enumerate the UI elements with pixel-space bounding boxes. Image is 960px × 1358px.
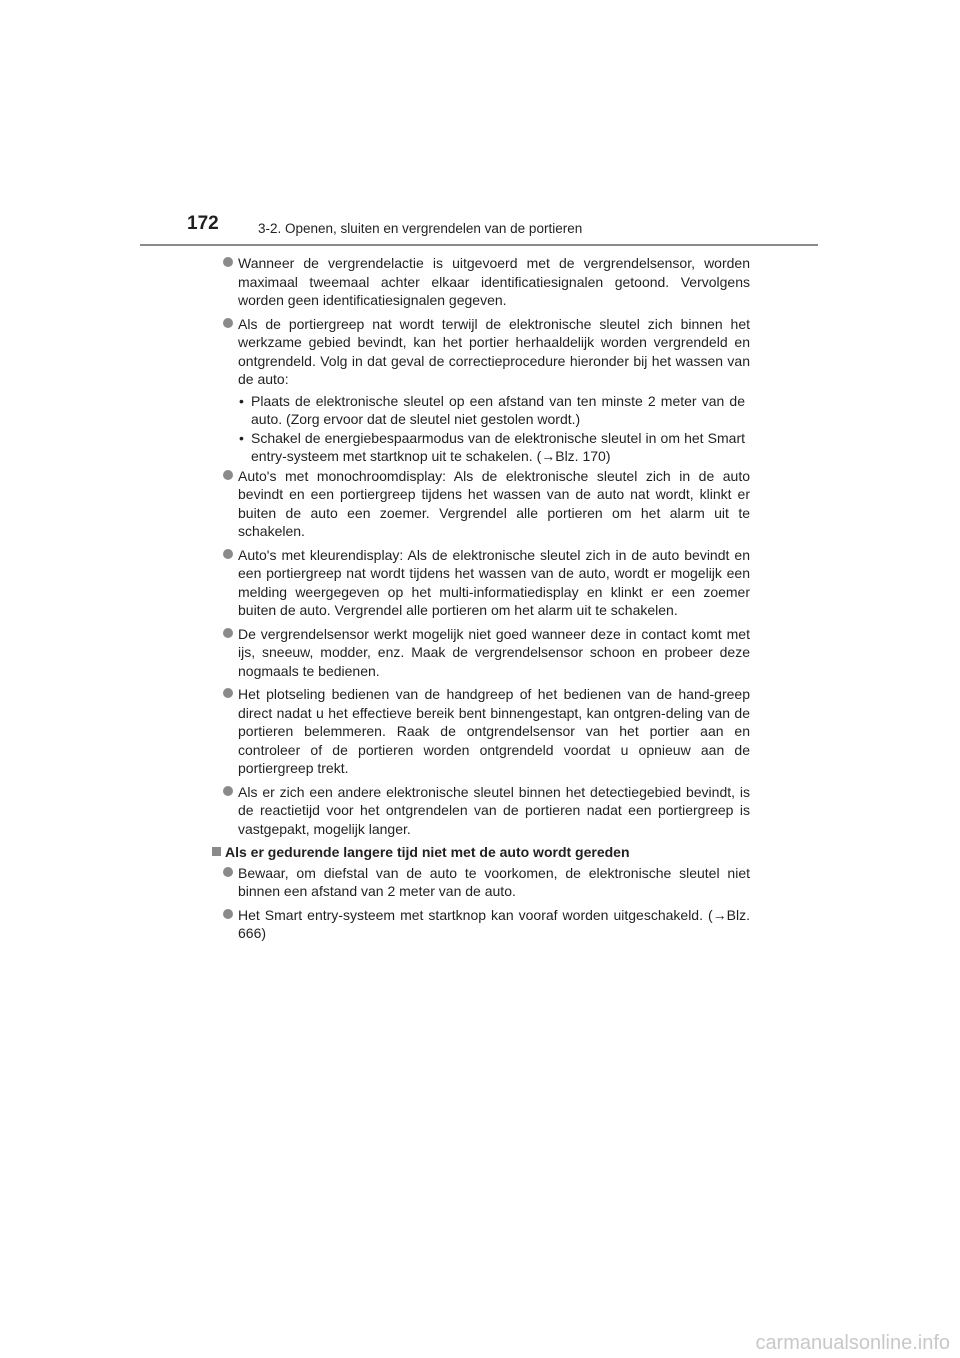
list-item-text: De vergrendelsensor werkt mogelijk niet goed wanneer deze in contact komt met ijs, sneeuw, modder, enz. Maak de vergrendelsensor schoon en probeer deze nogmaals te bedienen. [238, 625, 750, 679]
sub-list-item [239, 392, 745, 429]
bullet-dot-icon [223, 688, 233, 698]
bullet-dot-icon [223, 470, 233, 480]
watermark: carmanualsonline.info [755, 1332, 950, 1354]
list-item [238, 254, 750, 310]
list-item-text: Het Smart entry-systeem met startknop kan vooraf worden uitgeschakeld. (→Blz. 666) [238, 906, 750, 941]
list-item [238, 906, 750, 943]
list-item [238, 625, 750, 681]
sub-list-item-text: Schakel de energiebespaarmodus van de elektronische sleutel in om het Smart entry-systeem met startknop uit te schakelen. (→Blz. 170) [251, 429, 745, 464]
list-item-text: Als de portiergreep nat wordt terwijl de elektronische sleutel zich binnen het werkzame gebied bevindt, kan het portier herhaaldelijk worden vergrendeld en ontgrendeld. Volg in dat geval de correctieprocedure hieronder bij het wassen van de auto: [238, 315, 750, 387]
page-body [0, 254, 960, 948]
bullet-dot-icon [223, 909, 233, 919]
list-item [238, 546, 750, 620]
list-item [238, 783, 750, 839]
list-item-text: Als er zich een andere elektronische sleutel binnen het detectiegebied bevindt, is de reactietijd voor het ontgrendelen van de portieren nadat een portiergreep is vastgepakt, mogelijk langer. [238, 783, 750, 837]
list-item-text: Het plotseling bedienen van de handgreep of het bedienen van de hand-greep direct nadat u het effectieve bereik bent binnengestapt, kan ontgren-deling van de portieren belemmeren. Raak de ontgrendelsensor van het portier aan en controleer of de portieren worden ontgrendeld voordat u opnieuw aan de portiergreep trekt. [238, 686, 750, 776]
list-item-text: Auto's met kleurendisplay: Als de elektronische sleutel zich in de auto bevindt en een portiergreep nat wordt tijdens het wassen van de auto, wordt er mogelijk een melding weergegeven op het multi-informatiedisplay en klinkt er een zoemer buiten de auto. Vergrendel alle portieren om het alarm uit te schakelen. [238, 546, 750, 618]
section-heading-text: Als er gedurende langere tijd niet met de auto wordt gereden [225, 844, 630, 860]
small-bullet-icon: • [239, 429, 244, 446]
bullet-dot-icon [223, 318, 233, 328]
square-bullet-icon [212, 847, 221, 856]
page-number: 172 [187, 213, 219, 234]
section-heading [225, 843, 765, 862]
section-title: 3-2. Openen, sluiten en vergrendelen van de portieren [258, 221, 583, 236]
list-item [238, 315, 750, 389]
bullet-dot-icon [223, 257, 233, 267]
list-item [238, 864, 750, 901]
sub-list-item [239, 429, 745, 466]
bullet-dot-icon [223, 867, 233, 877]
list-item [238, 685, 750, 778]
bullet-dot-icon [223, 628, 233, 638]
sub-list-item-text: Plaats de elektronische sleutel op een afstand van ten minste 2 meter van de auto. (Zorg ervoor dat de sleutel niet gestolen wordt.) [251, 392, 745, 427]
header-divider [140, 244, 818, 246]
sub-list [0, 392, 960, 466]
small-bullet-icon: • [239, 392, 244, 409]
bullet-dot-icon [223, 786, 233, 796]
list-item-text: Auto's met monochroomdisplay: Als de elektronische sleutel zich in de auto bevindt en een portiergreep tijdens het wassen van de auto nat wordt, klinkt er buiten de auto een zoemer. Vergrendel alle portieren om het alarm uit te schakelen. [238, 467, 750, 539]
list-item-text: Wanneer de vergrendelactie is uitgevoerd met de vergrendelsensor, worden maximaal tweemaal achter elkaar identificatiesignalen getoond. Vervolgens worden geen identificatiesignalen gegeven. [238, 255, 750, 308]
list-item [238, 467, 750, 541]
list-item-text: Bewaar, om diefstal van de auto te voorkomen, de elektronische sleutel niet binnen een afstand van 2 meter van de auto. [238, 864, 750, 899]
bullet-dot-icon [223, 549, 233, 559]
